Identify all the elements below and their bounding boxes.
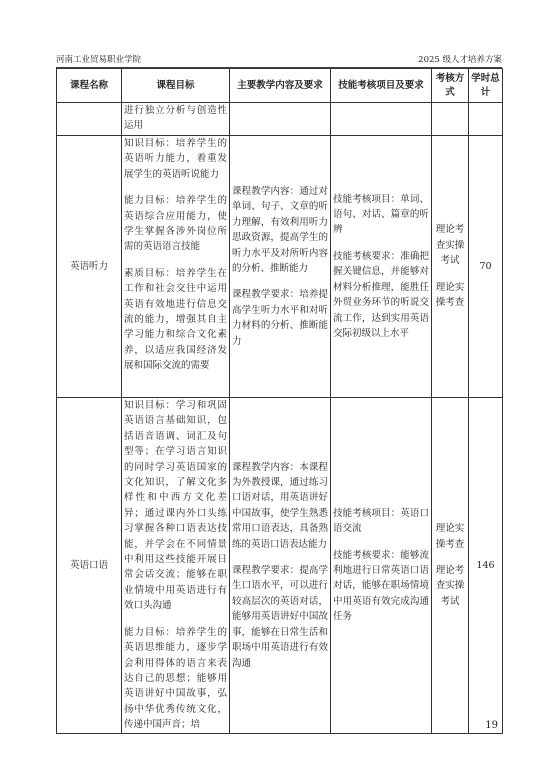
page-header bbox=[56, 54, 502, 66]
content-teaching: 课程教学内容：本课程为外教授课，通过练习口语对话，用英语讲好中国故事，使学生熟悉常用口语表达，具备熟练的英语口语表达能力 bbox=[232, 461, 328, 550]
skill-cell bbox=[331, 103, 432, 136]
method-text: 理论考查实操考试 bbox=[435, 565, 465, 607]
col-header-method: 考核方式 bbox=[432, 69, 469, 103]
course-goal-cell bbox=[122, 136, 230, 398]
header-school-name: 河南工业贸易职业学院 bbox=[56, 55, 142, 65]
col-header-skill: 技能考核项目及要求 bbox=[331, 69, 432, 103]
method-text: 理论考查实操考试 bbox=[435, 224, 465, 267]
course-name-cell: 英语口语 bbox=[57, 398, 122, 734]
skill-item: 技能考核项目：单词、语句、对话、篇章的听辨 bbox=[333, 193, 429, 236]
table-row bbox=[57, 136, 503, 398]
goal-text: 进行独立分析与创造性运用 bbox=[124, 105, 227, 132]
content-requirement: 课程教学要求：提高学生口语水平，可以进行较高层次的英语对话，能够用英语讲好中国故事，能够在日常生活和职场中用英语进行有效沟通 bbox=[232, 565, 328, 669]
table-header-row bbox=[57, 69, 503, 103]
course-name-cell: 英语听力 bbox=[57, 136, 122, 398]
header-doc-title: 2025 级人才培养方案 bbox=[418, 55, 502, 65]
table-row bbox=[57, 103, 503, 136]
course-goal-cell bbox=[122, 103, 230, 136]
goal-ability: 能力目标：培养学生的英语思维能力，逐步学会利用得体的语言来表达自己的思想；能够用英语讲好中国故事，弘扬中华优秀传统文化，传递中国声音；培 bbox=[124, 626, 227, 731]
goal-knowledge: 知识目标：培养学生的英语听力能力，着重发展学生的英语听说能力 bbox=[124, 138, 227, 180]
course-goal-cell bbox=[122, 398, 230, 734]
col-header-course-name: 课程名称 bbox=[57, 69, 122, 103]
hours-cell: 146 bbox=[469, 398, 503, 734]
col-header-hours: 学时总计 bbox=[469, 69, 503, 103]
skill-requirement: 技能考核要求：准确把握关键信息，并能够对材料分析推理，能胜任外贸业务环节的听说交流工作，达到实用英语交际初级以上水平 bbox=[333, 250, 429, 339]
hours-cell: 70 bbox=[469, 136, 503, 398]
content-cell bbox=[230, 103, 331, 136]
page-number: 19 bbox=[485, 720, 498, 731]
content-requirement: 课程教学要求：培养提高学生听力水平和对听力材料的分析、推断能力 bbox=[232, 289, 328, 347]
course-table bbox=[56, 68, 503, 734]
col-header-content: 主要教学内容及要求 bbox=[230, 69, 331, 103]
goal-ability: 能力目标：培养学生的英语综合应用能力，使学生掌握各涉外岗位所需的英语语言技能 bbox=[124, 195, 227, 253]
method-text: 理论实操考查 bbox=[435, 281, 465, 309]
skill-cell bbox=[331, 398, 432, 734]
skill-requirement: 技能考核要求：能够流利地进行日常英语口语对话，能够在职场情境中用英语有效完成沟通任务 bbox=[333, 549, 429, 623]
hours-cell bbox=[469, 103, 503, 136]
skill-cell bbox=[331, 136, 432, 398]
table-row bbox=[57, 398, 503, 734]
goal-knowledge: 知识目标：学习和巩固英语语言基础知识，包括语音语调、词汇及句型等；在学习语言知识的同时学习英语国家的文化知识，了解文化多样性和中西方文化差异；通过课内外口头练习掌握各种口语表达技能，并学会在不同情景中利用这些技能开展日常会话交流；能够在职业情境中用英语进行有效口头沟通 bbox=[124, 400, 227, 612]
course-name-cell bbox=[57, 103, 122, 136]
content-teaching: 课程教学内容：通过对单词、句子、文章的听力理解，有效利用听力思政资源，提高学生的听力水平及对所听内容的分析、推断能力 bbox=[232, 185, 328, 274]
method-text: 理论实操考查 bbox=[435, 523, 465, 550]
content-cell bbox=[230, 398, 331, 734]
goal-quality: 素质目标：培养学生在工作和社会交往中运用英语有效地进行信息交流的能力，增强其自主学习能力和综合文化素养，以适应我国经济发展和国际交流的需要 bbox=[124, 267, 227, 372]
method-cell bbox=[432, 136, 469, 398]
col-header-course-goal: 课程目标 bbox=[122, 69, 230, 103]
method-cell bbox=[432, 103, 469, 136]
skill-item: 技能考核项目：英语口语交流 bbox=[333, 507, 429, 535]
content-cell bbox=[230, 136, 331, 398]
method-cell bbox=[432, 398, 469, 734]
